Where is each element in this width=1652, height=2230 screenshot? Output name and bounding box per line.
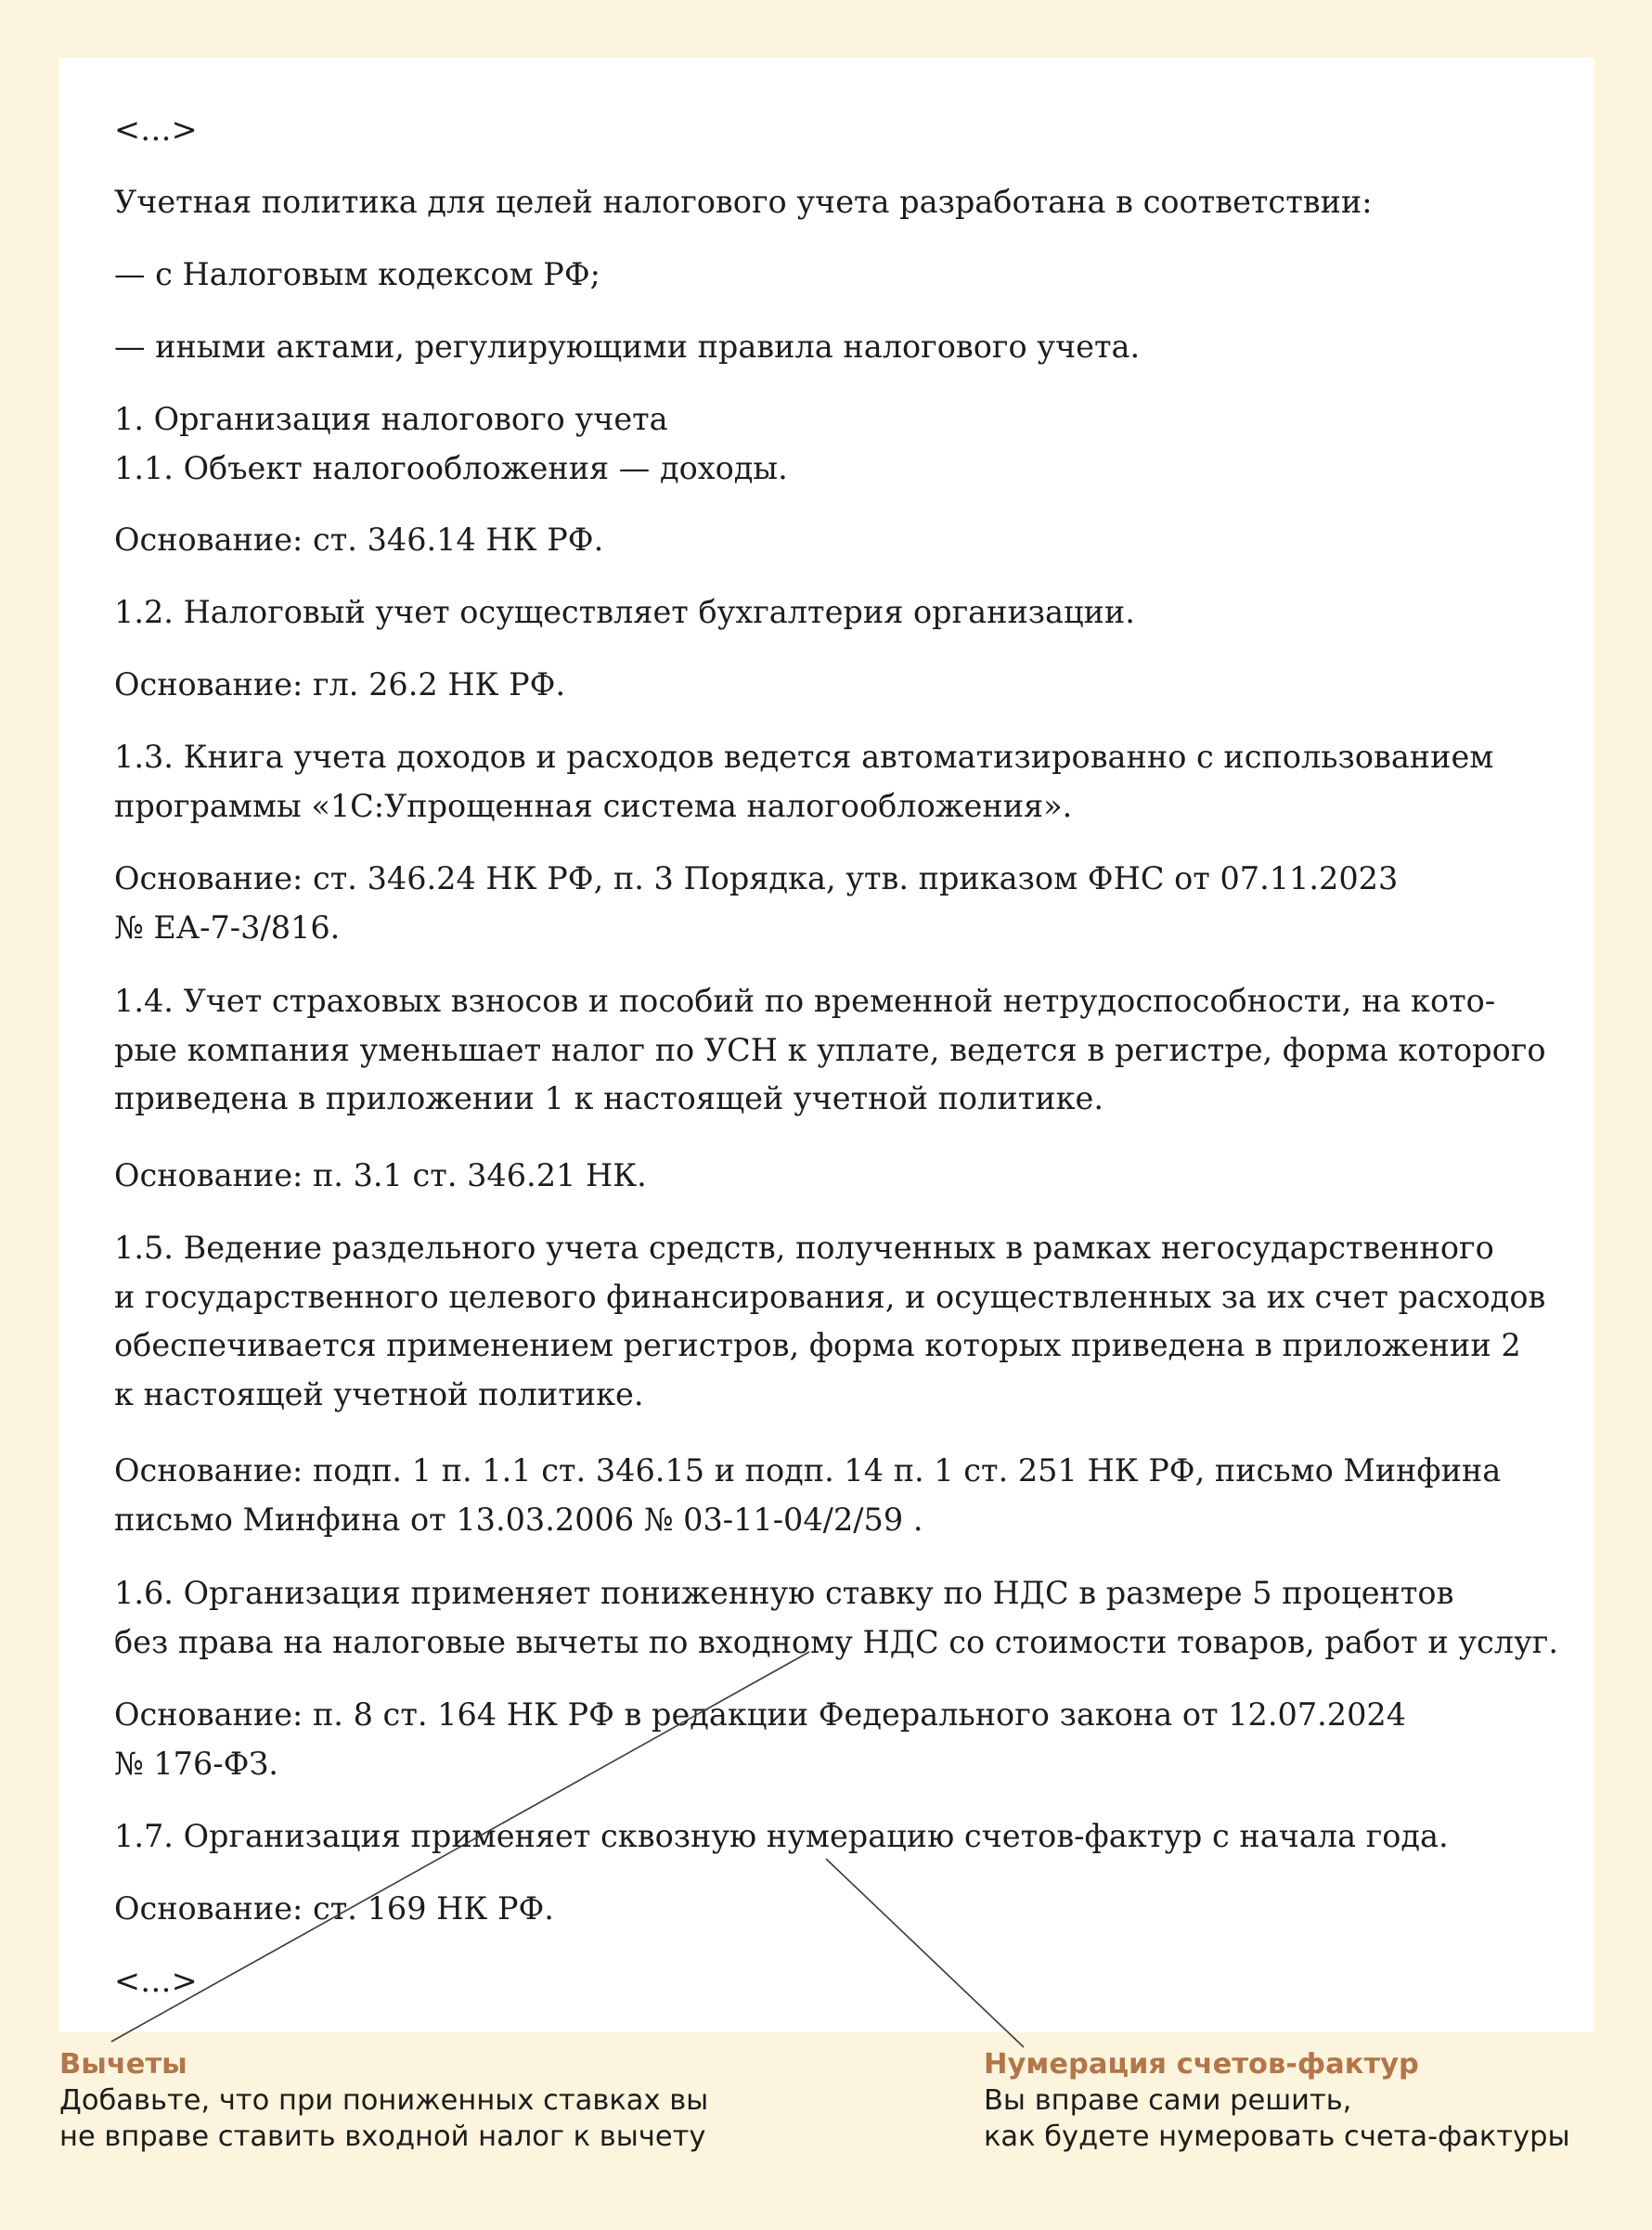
clause-1-6: 1.6. Организация применяет пониженную ставку по НДС в размере 5 процентов без права на налоговые вычеты по входному НДС со стоимости товаров, работ и услуг. (114, 1575, 1558, 1660)
basis-1-7: Основание: ст. 169 НК РФ. (114, 1890, 554, 1927)
callout-numbering-body: Вы вправе сами решить, как будете нумеровать счета-фактуры (984, 2084, 1570, 2153)
clause-1-4: 1.4. Учет страховых взносов и пособий по временной нетрудоспособности, на кото- рые компания уменьшает налог по УСН к уплате, ведется в регистре, форма которого приведена в приложении 1 к настоящей учетной политике. (114, 983, 1546, 1116)
basis-1-4: Основание: п. 3.1 ст. 346.21 НК. (114, 1157, 647, 1193)
intro-paragraph: Учетная политика для целей налогового учета разработана в соответствии: (114, 184, 1373, 220)
basis-1-3: Основание: ст. 346.24 НК РФ, п. 3 Порядка, утв. приказом ФНС от 07.11.2023 № ЕА-7-3/816. (114, 860, 1399, 946)
deductions-leader-line (111, 1652, 809, 2042)
callout-deductions-body: Добавьте, что при пониженных ставках вы не вправе ставить входной налог к вычету (59, 2084, 709, 2153)
clause-1-3: 1.3. Книга учета доходов и расходов ведется автоматизированно с использованием программы «1С:Упрощенная система налогообложения». (114, 739, 1494, 824)
basis-1-5: Основание: подп. 1 п. 1.1 ст. 346.15 и подп. 14 п. 1 ст. 251 НК РФ, письмо Минфина письмо Минфина от 13.03.2006 № 03-11-04/2/59 . (114, 1452, 1502, 1538)
clause-1-2: 1.2. Налоговый учет осуществляет бухгалтерия организации. (114, 594, 1135, 630)
numbering-leader-line (826, 1859, 1024, 2047)
ellipsis-end: <…> (114, 1963, 198, 1999)
basis-1-6: Основание: п. 8 ст. 164 НК РФ в редакции Федерального закона от 12.07.2024 № 176-ФЗ. (114, 1696, 1407, 1782)
callout-deductions-title: Вычеты (59, 2048, 187, 2081)
basis-1-2: Основание: гл. 26.2 НК РФ. (114, 666, 566, 703)
basis-1-1: Основание: ст. 346.14 НК РФ. (114, 522, 604, 558)
clause-1-5: 1.5. Ведение раздельного учета средств, полученных в рамках негосударственного и государственного целевого финансирования, и осуществленных за их счет расходов обеспечивается применением регистров, форма которых приведена в приложении 2 к настоящей учетной политике. (114, 1230, 1546, 1412)
list-item-other-acts: — иными актами, регулирующими правила налогового учета. (114, 329, 1141, 365)
callout-numbering (984, 2046, 1570, 2155)
section-1-heading: 1. Организация налогового учета 1.1. Объект налогообложения — доходы. (114, 401, 788, 486)
clause-1-7: 1.7. Организация применяет сквозную нумерацию счетов-фактур с начала года. (114, 1818, 1449, 1854)
list-item-tax-code: — с Налоговым кодексом РФ; (114, 256, 600, 292)
callout-numbering-title: Нумерация счетов-фактур (984, 2048, 1419, 2081)
ellipsis-start: <…> (114, 111, 198, 148)
callout-deductions (59, 2046, 708, 2155)
